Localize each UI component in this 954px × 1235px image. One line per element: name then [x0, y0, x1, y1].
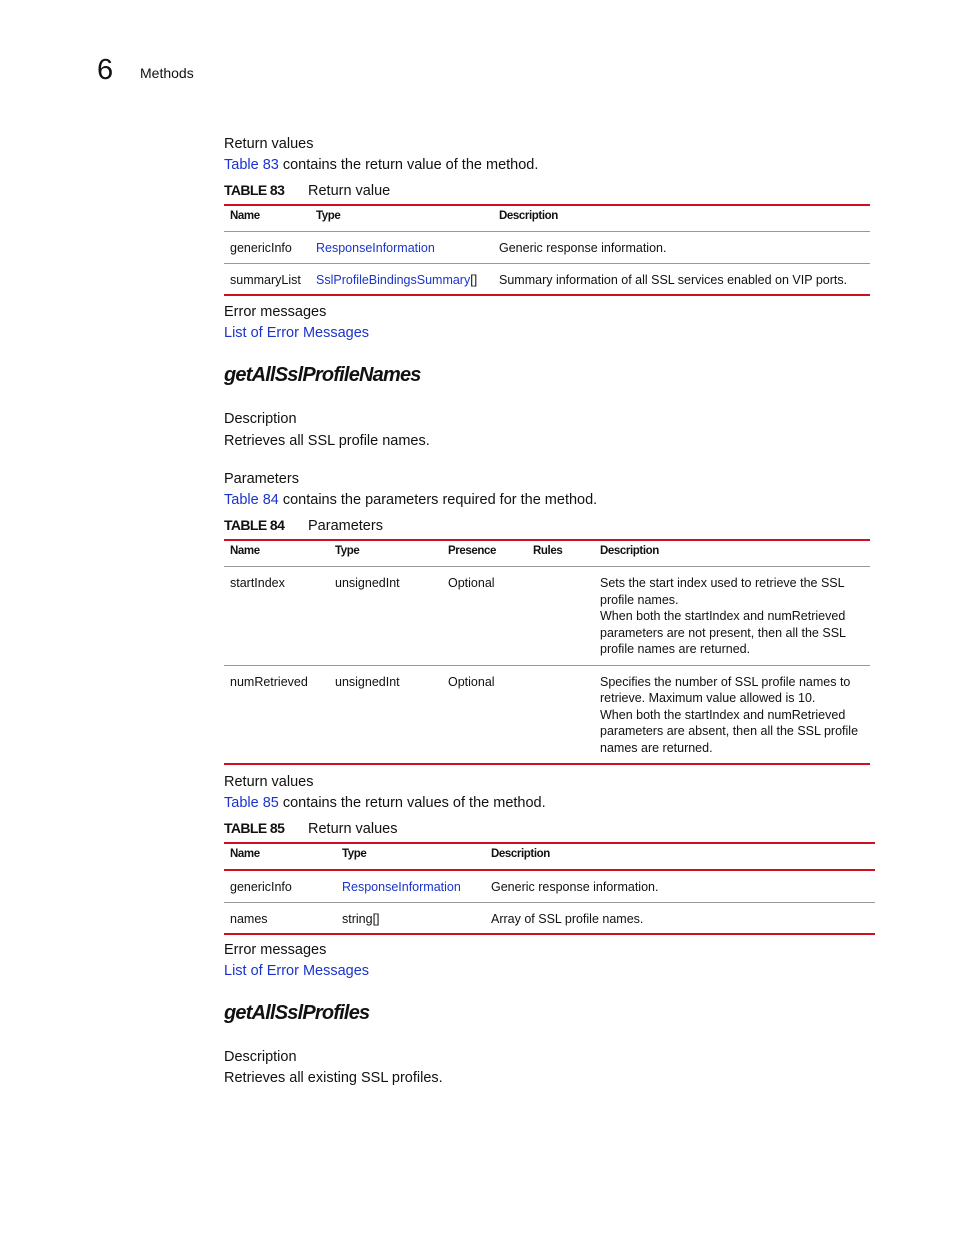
- cell-name: genericInfo: [224, 870, 336, 902]
- column-header: Type: [336, 843, 485, 870]
- table-row: [224, 263, 870, 295]
- description-text: Retrieves all SSL profile names.: [224, 433, 430, 449]
- cell-name: startIndex: [224, 567, 329, 666]
- table-83-link[interactable]: Table 83: [224, 157, 279, 173]
- table-row: [224, 665, 870, 764]
- table-84: [224, 539, 870, 765]
- cell-description: Array of SSL profile names.: [485, 902, 875, 934]
- method-title: getAllSslProfileNames: [224, 364, 421, 386]
- cell-type: unsignedInt: [329, 665, 442, 764]
- cell-type: unsignedInt: [329, 567, 442, 666]
- cell-name: names: [224, 902, 336, 934]
- return-values-heading: Return values: [224, 136, 314, 152]
- return-values-intro: Table 85 contains the return values of the method.: [224, 795, 546, 811]
- return-values-heading: Return values: [224, 774, 314, 790]
- cell-type: SslProfileBindingsSummary[]: [310, 263, 493, 295]
- table-row: [224, 232, 870, 264]
- type-link[interactable]: SslProfileBindingsSummary: [316, 272, 471, 287]
- cell-description: Generic response information.: [493, 232, 870, 264]
- table-85-caption: TABLE 85 Return values: [224, 820, 398, 837]
- column-header: Name: [224, 843, 336, 870]
- cell-rules: [527, 665, 594, 764]
- error-messages-link[interactable]: List of Error Messages: [224, 325, 370, 341]
- column-header: Name: [224, 540, 329, 567]
- table-84-caption: TABLE 84 Parameters: [224, 517, 383, 534]
- cell-name: summaryList: [224, 263, 310, 295]
- table-85-link[interactable]: Table 85: [224, 795, 279, 811]
- chapter-number: 6: [97, 54, 114, 86]
- error-messages-link[interactable]: List of Error Messages: [224, 963, 370, 979]
- parameters-intro: Table 84 contains the parameters required for the method.: [224, 492, 598, 508]
- column-header: Rules: [527, 540, 594, 567]
- column-header: Type: [329, 540, 442, 567]
- table-row: [224, 902, 875, 934]
- table-row: [224, 870, 875, 902]
- description-heading: Description: [224, 1049, 297, 1065]
- cell-name: genericInfo: [224, 232, 310, 264]
- method-title: getAllSslProfiles: [224, 1002, 370, 1024]
- cell-description: Sets the start index used to retrieve the SSL profile names. When both the startIndex and numRetrieved parameters are not present, then all the SSL profile names are returned.: [594, 567, 870, 666]
- cell-description: Specifies the number of SSL profile names to retrieve. Maximum value allowed is 10. When both the startIndex and numRetrieved parameters are absent, then all the SSL profile names are returned.: [594, 665, 870, 764]
- column-header: Type: [310, 205, 493, 232]
- cell-presence: Optional: [442, 665, 527, 764]
- parameters-heading: Parameters: [224, 471, 299, 487]
- cell-description: Summary information of all SSL services enabled on VIP ports.: [493, 263, 870, 295]
- column-header: Name: [224, 205, 310, 232]
- type-link[interactable]: ResponseInformation: [342, 880, 461, 894]
- column-header: Description: [594, 540, 870, 567]
- cell-description: Generic response information.: [485, 870, 875, 902]
- chapter-title: Methods: [140, 65, 194, 81]
- cell-type: [310, 232, 493, 264]
- column-header: Description: [493, 205, 870, 232]
- description-text: Retrieves all existing SSL profiles.: [224, 1070, 443, 1086]
- table-83-caption: TABLE 83 Return value: [224, 182, 391, 199]
- cell-name: numRetrieved: [224, 665, 329, 764]
- type-link[interactable]: ResponseInformation: [316, 241, 435, 255]
- table-85: [224, 842, 875, 935]
- cell-type: string[]: [336, 902, 485, 934]
- column-header: Presence: [442, 540, 527, 567]
- return-values-intro: Table 83 contains the return value of the method.: [224, 157, 539, 173]
- cell-rules: [527, 567, 594, 666]
- error-messages-heading: Error messages: [224, 942, 327, 958]
- table-row: [224, 567, 870, 666]
- cell-type: [336, 870, 485, 902]
- cell-presence: Optional: [442, 567, 527, 666]
- error-messages-heading: Error messages: [224, 304, 327, 320]
- table-84-link[interactable]: Table 84: [224, 492, 279, 508]
- column-header: Description: [485, 843, 875, 870]
- description-heading: Description: [224, 411, 297, 427]
- table-83: [224, 204, 870, 296]
